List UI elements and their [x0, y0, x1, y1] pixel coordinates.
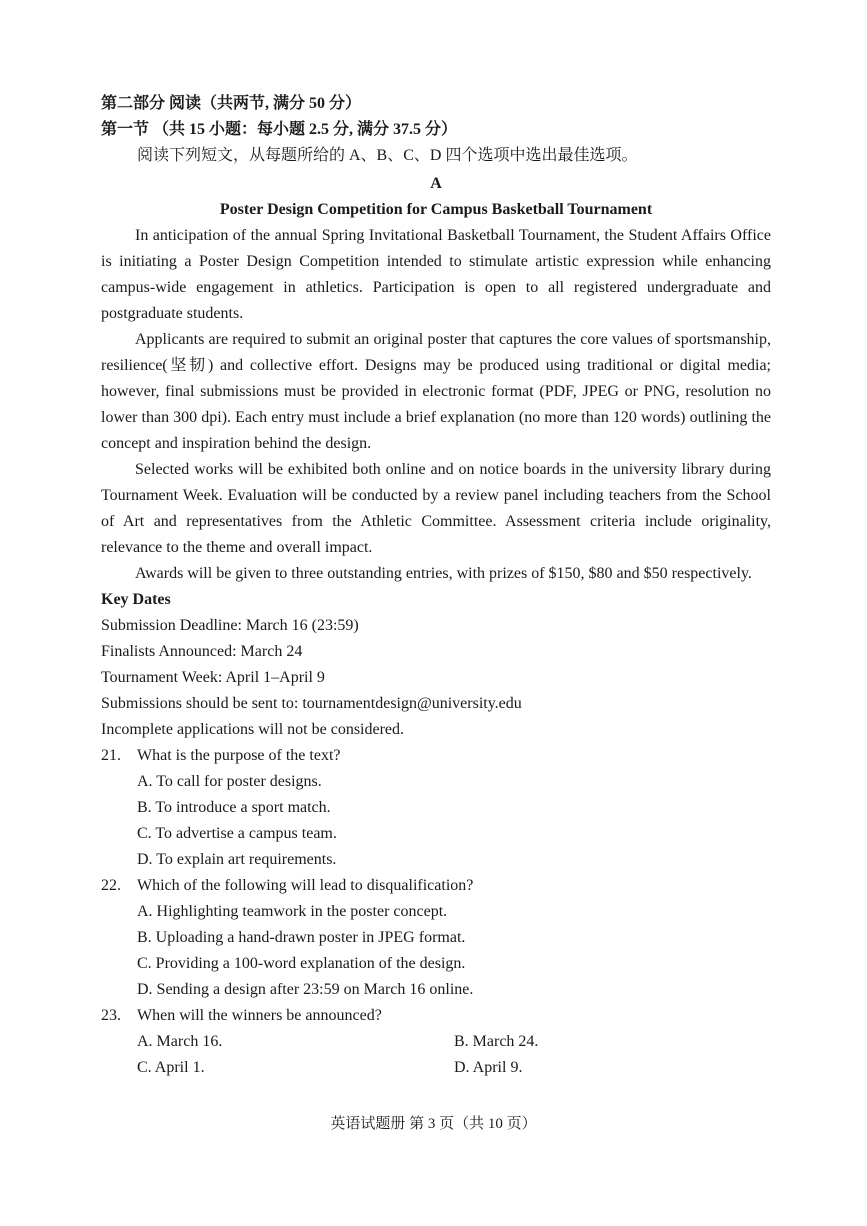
question-number: 22. — [101, 877, 121, 894]
option: D. April 9. — [454, 1059, 523, 1076]
exam-page — [101, 91, 771, 1081]
option: D. Sending a design after 23:59 on March 16 online. — [137, 981, 474, 998]
question-21 — [101, 743, 771, 873]
notice: Incomplete applications will not be considered. — [101, 721, 405, 738]
question-number: 21. — [101, 747, 121, 764]
key-date: Submission Deadline: March 16 (23:59) — [101, 617, 359, 634]
option: B. March 24. — [454, 1033, 539, 1050]
question-number: 23. — [101, 1007, 121, 1024]
paragraph: Applicants are required to submit an original poster that captures the core values of sportsmanship, resilience(坚韧) and collective effort. Designs may be produced using traditional or digital media; however, final submissions must be provided in electronic format (PDF, JPEG or PNG, resolution no lower than 300 dpi). Each entry must include a brief explanation (no more than 120 words) outlining the concept and inspiration behind the design. — [101, 331, 771, 452]
page-footer: 英语试题册 第 3 页（共 10 页） — [330, 1116, 537, 1132]
part-heading: 第二部分 阅读（共两节, 满分 50 分） — [101, 95, 362, 112]
option: D. To explain art requirements. — [137, 851, 337, 868]
option: A. Highlighting teamwork in the poster concept. — [137, 903, 448, 920]
paragraph: Selected works will be exhibited both online and on notice boards in the university library during Tournament Week. Evaluation will be conducted by a review panel including teachers from the School of Art and representatives from the Athletic Committee. Assessment criteria include originality, relevance to the theme and overall impact. — [101, 461, 771, 556]
key-date: Tournament Week: April 1–April 9 — [101, 669, 325, 686]
option: A. March 16. — [137, 1033, 223, 1050]
instruction: 阅读下列短文，从每题所给的 A、B、C、D 四个选项中选出最佳选项。 — [137, 147, 638, 164]
passage-letter: A — [430, 175, 442, 192]
key-date: Finalists Announced: March 24 — [101, 643, 303, 660]
paragraph: In anticipation of the annual Spring Invitational Basketball Tournament, the Student Affairs Office is initiating a Poster Design Competition intended to stimulate artistic expression while enhancing campus-wide engagement in athletics. Participation is open to all registered undergraduate and postgraduate students. — [101, 227, 771, 322]
option: B. To introduce a sport match. — [137, 799, 331, 816]
question-text: When will the winners be announced? — [137, 1007, 382, 1024]
question-23 — [101, 1003, 771, 1081]
passage-title: Poster Design Competition for Campus Basketball Tournament — [219, 201, 653, 218]
option: B. Uploading a hand-drawn poster in JPEG format. — [137, 929, 466, 946]
option: C. To advertise a campus team. — [137, 825, 337, 842]
question-text: What is the purpose of the text? — [137, 747, 341, 764]
question-text: Which of the following will lead to disqualification? — [137, 877, 474, 894]
question-22 — [101, 873, 771, 1003]
option: C. Providing a 100-word explanation of the design. — [137, 955, 466, 972]
option: C. April 1. — [137, 1059, 205, 1076]
key-dates-heading: Key Dates — [101, 591, 171, 608]
submission-email: Submissions should be sent to: tournamentdesign@university.edu — [101, 695, 522, 712]
section-heading: 第一节 （共 15 小题：每小题 2.5 分, 满分 37.5 分） — [101, 121, 458, 138]
option: A. To call for poster designs. — [137, 773, 322, 790]
paragraph: Awards will be given to three outstanding entries, with prizes of $150, $80 and $50 respectively. — [135, 565, 752, 582]
